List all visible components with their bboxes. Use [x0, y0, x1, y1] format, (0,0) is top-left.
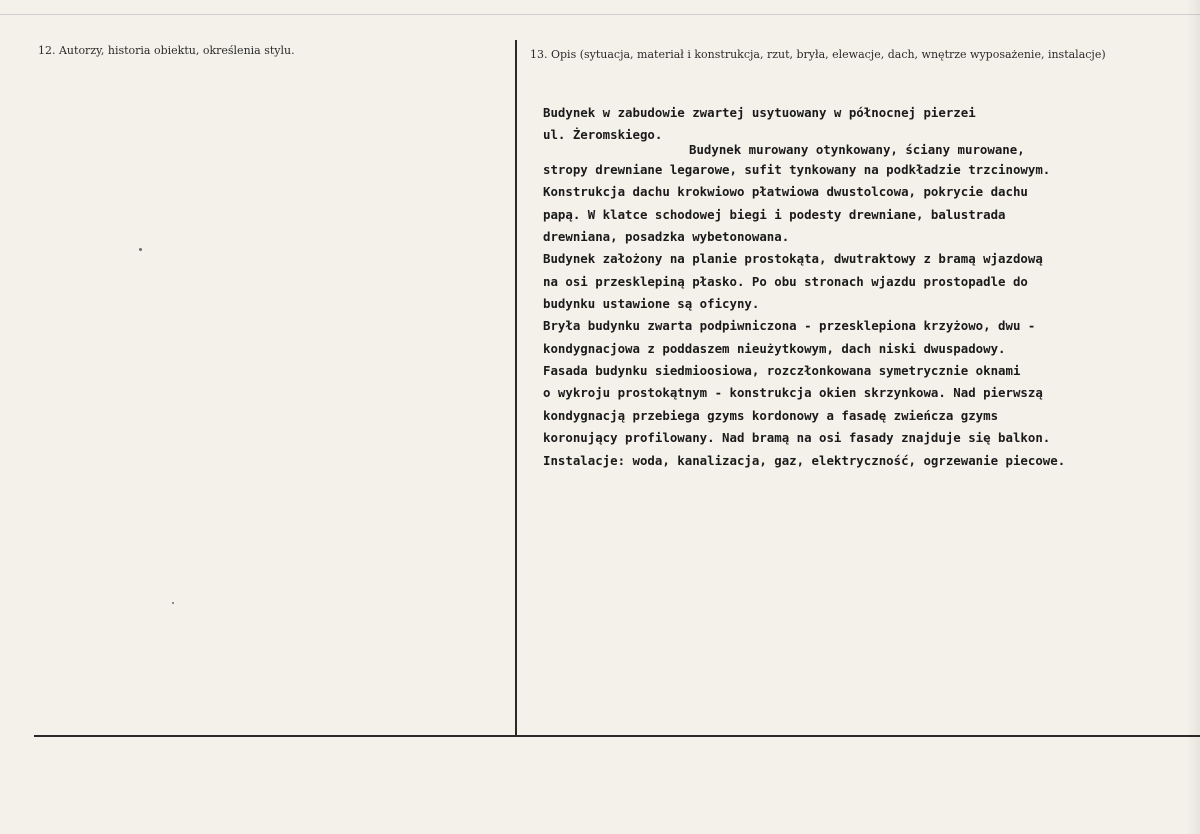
description-line: Konstrukcja dachu krokwiowo płatwiowa dwustolcowa, pokrycie dachu	[543, 184, 1028, 200]
section-13-heading: 13. Opis (sytuacja, materiał i konstrukcja, rzut, bryła, elewacje, dach, wnętrze wyposażenie, instalacje)	[530, 48, 1106, 61]
paper-speck	[172, 602, 174, 604]
description-line: budynku ustawione są oficyny.	[543, 296, 760, 312]
description-line: kondygnacją przebiega gzyms kordonowy a fasadę zwieńcza gzyms	[543, 407, 999, 423]
description-line: Budynek założony na planie prostokąta, dwutraktowy z bramą wjazdową	[543, 251, 1043, 267]
description-line: Fasada budynku siedmioosiowa, rozczłonkowana symetrycznie oknami	[543, 363, 1021, 379]
description-line: Budynek w zabudowie zwartej usytuowany w północnej pierzei	[543, 105, 976, 120]
page-edge-shadow	[1186, 0, 1200, 834]
paper-speck	[139, 248, 142, 251]
description-line: papą. W klatce schodowej biegi i podesty drewniane, balustrada	[543, 206, 1006, 222]
description-line: na osi przesklepiną płasko. Po obu stronach wjazdu prostopadle do	[543, 273, 1028, 289]
column-divider	[515, 40, 517, 735]
description-line: drewniana, posadzka wybetonowana.	[543, 229, 790, 245]
description-line: Bryła budynku zwarta podpiwniczona - przesklepiona krzyżowo, dwu -	[543, 318, 1036, 334]
description-line: kondygnacjowa z poddaszem nieużytkowym, dach niski dwuspadowy.	[543, 340, 1006, 356]
description-line: stropy drewniane legarowe, sufit tynkowany na podkładzie trzcinowym.	[543, 162, 1051, 178]
typed-description	[543, 102, 1183, 472]
description-line: koronujący profilowany. Nad bramą na osi fasady znajduje się balkon.	[543, 430, 1051, 446]
bottom-rule	[34, 735, 1200, 737]
description-line: o wykroju prostokątnym - konstrukcja okien skrzynkowa. Nad pierwszą	[543, 385, 1043, 401]
description-line-part: ul. Żeromskiego.	[543, 127, 663, 143]
top-edge-line	[0, 14, 1200, 15]
description-line: Instalacje: woda, kanalizacja, gaz, elektryczność, ogrzewanie piecowe.	[543, 452, 1066, 468]
description-line: Budynek murowany otynkowany, ściany murowane,	[689, 141, 1025, 157]
section-12-heading: 12. Autorzy, historia obiektu, określenia stylu.	[38, 44, 295, 57]
